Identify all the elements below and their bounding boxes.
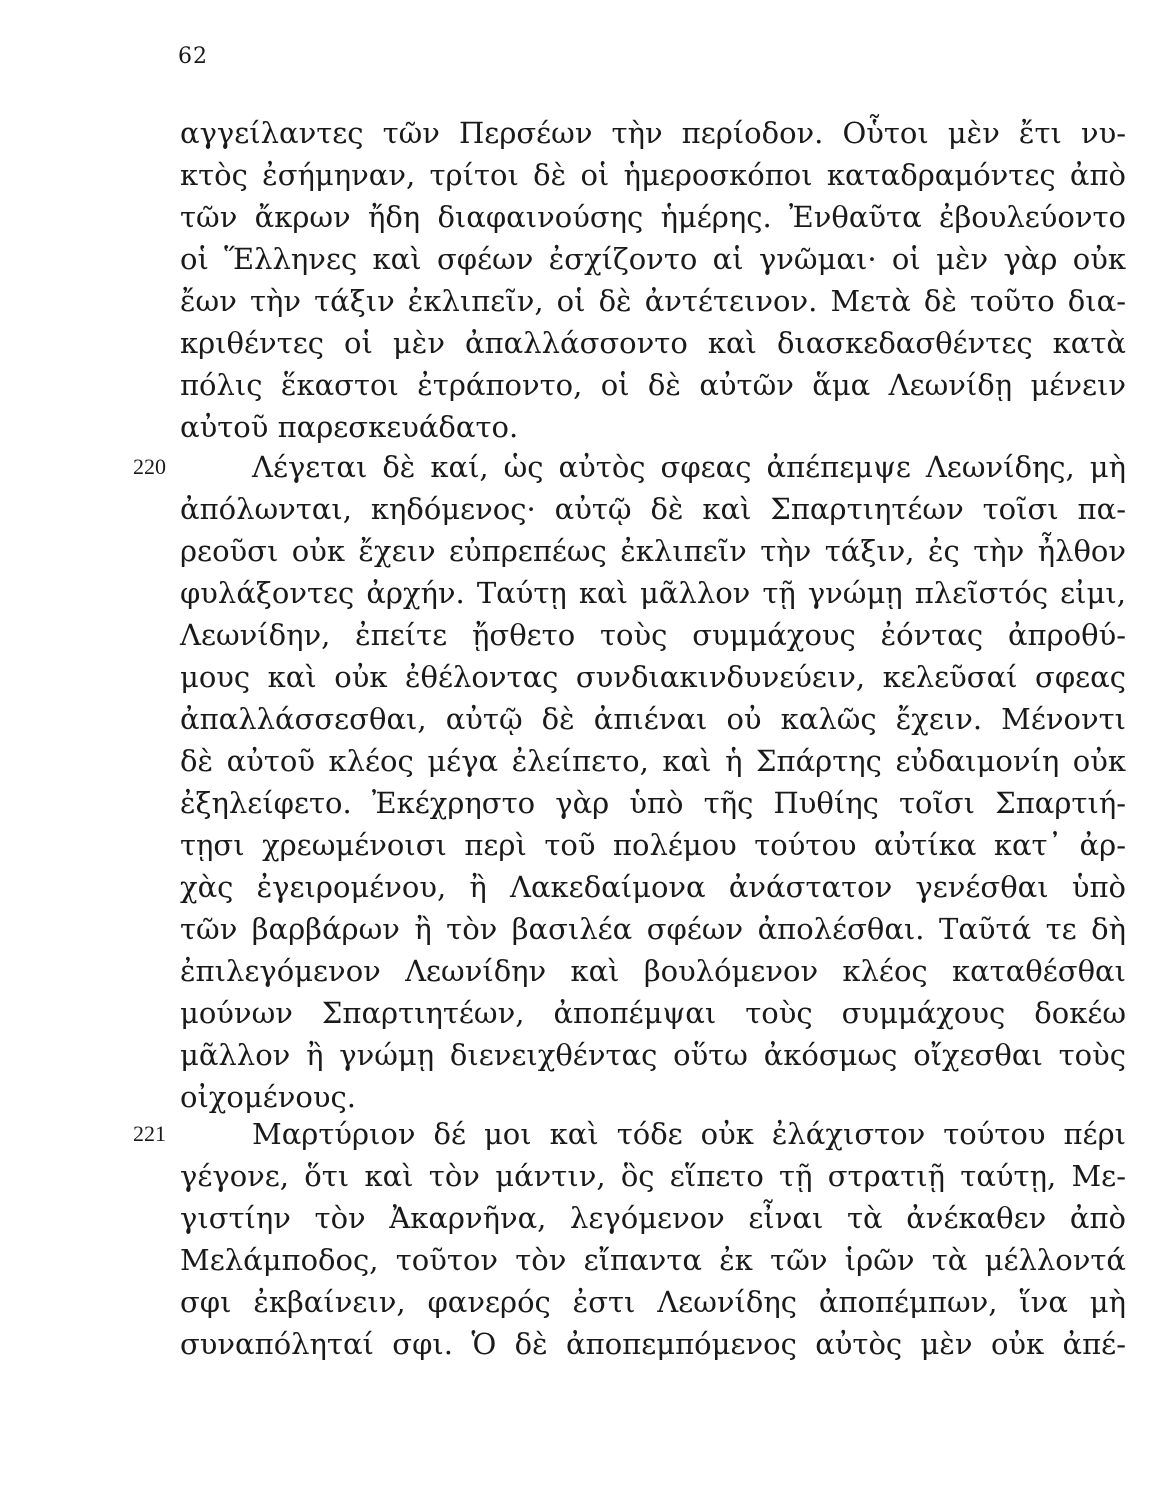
section-number: 220 — [133, 454, 166, 479]
page-number: 62 — [178, 44, 208, 69]
section-219-end — [180, 112, 1126, 448]
text-line: ἐξηλείφετο. Ἐκέχρηστο γὰρ ὑπὸ τῆς Πυθίης τοῖσι Σπαρτιή- — [180, 786, 1126, 820]
section-221 — [133, 1113, 1126, 1365]
text-line: ἀπαλλάσσεσθαι, αὐτῷ δὲ ἀπιέναι οὐ καλῶς ἔχειν. Μένοντι — [180, 702, 1126, 736]
text-line: μούνων Σπαρτιητέων, ἀποπέμψαι τοὺς συμμάχους δοκέω — [180, 996, 1126, 1030]
text-line: γιστίην τὸν Ἀκαρνῆνα, λεγόμενον εἶναι τὰ ἀνέκαθεν ἀπὸ — [180, 1201, 1126, 1235]
text-line: τῶν βαρβάρων ἢ τὸν βασιλέα σφέων ἀπολέσθαι. Ταῦτά τε δὴ — [180, 912, 1126, 946]
text-line: οἰχομένους. — [180, 1080, 356, 1114]
text-line: Μαρτύριον δέ μοι καὶ τόδε οὐκ ἐλάχιστον τούτου πέρι — [252, 1117, 1126, 1151]
text-line: οἱ Ἕλληνες καὶ σφέων ἐσχίζοντο αἱ γνῶμαι· οἱ μὲν γὰρ οὐκ — [180, 242, 1126, 276]
text-line: συναπόληταί σφι. Ὁ δὲ ἀποπεμπόμενος αὐτὸς μὲν οὐκ ἀπέ- — [180, 1327, 1126, 1361]
text-line: χὰς ἐγειρομένου, ἢ Λακεδαίμονα ἀνάστατον γενέσθαι ὑπὸ — [180, 870, 1126, 904]
text-line: κτὸς ἐσήμηναν, τρίτοι δὲ οἱ ἡμεροσκόποι καταδραμόντες ἀπὸ — [180, 158, 1126, 192]
section-number: 221 — [133, 1121, 166, 1146]
text-line: Λεωνίδην, ἐπείτε ᾔσθετο τοὺς συμμάχους ἐόντας ἀπροθύ- — [180, 618, 1126, 652]
text-line: ἔων τὴν τάξιν ἐκλιπεῖν, οἱ δὲ ἀντέτεινον. Μετὰ δὲ τοῦτο δια- — [180, 284, 1126, 318]
text-line: ἀπόλωνται, κηδόμενος· αὐτῷ δὲ καὶ Σπαρτιητέων τοῖσι πα- — [180, 492, 1126, 526]
text-line: Μελάμποδος, τοῦτον τὸν εἴπαντα ἐκ τῶν ἱρῶν τὰ μέλλοντά — [180, 1243, 1126, 1277]
text-line: τῶν ἄκρων ἤδη διαφαινούσης ἡμέρης. Ἐνθαῦτα ἐβουλεύοντο — [180, 200, 1126, 234]
text-line: δὲ αὐτοῦ κλέος μέγα ἐλείπετο, καὶ ἡ Σπάρτης εὐδαιμονίη οὐκ — [180, 744, 1126, 778]
text-line: μους καὶ οὐκ ἐθέλοντας συνδιακινδυνεύειν, κελεῦσαί σφεας — [180, 660, 1126, 694]
text-line: σφι ἐκβαίνειν, φανερός ἐστι Λεωνίδης ἀποπέμπων, ἵνα μὴ — [180, 1285, 1126, 1319]
text-line: αὐτοῦ παρεσκευάδατο. — [180, 410, 519, 444]
text-line: κριθέντες οἱ μὲν ἀπαλλάσσοντο καὶ διασκεδασθέντες κατὰ — [180, 326, 1126, 360]
text-line: ἐπιλεγόμενον Λεωνίδην καὶ βουλόμενον κλέος καταθέσθαι — [180, 954, 1126, 988]
text-line: μᾶλλον ἢ γνώμῃ διενειχθέντας οὕτω ἀκόσμως οἴχεσθαι τοὺς — [180, 1038, 1126, 1072]
section-220 — [133, 446, 1126, 1118]
text-line: φυλάξοντες ἀρχήν. Ταύτῃ καὶ μᾶλλον τῇ γνώμῃ πλεῖστός εἰμι, — [180, 576, 1126, 610]
text-line: ρεοῦσι οὐκ ἔχειν εὐπρεπέως ἐκλιπεῖν τὴν τάξιν, ἐς τὴν ἦλθον — [180, 534, 1126, 568]
text-line: γέγονε, ὅτι καὶ τὸν μάντιν, ὃς εἵπετο τῇ στρατιῇ ταύτῃ, Με- — [180, 1159, 1126, 1193]
text-line: Λέγεται δὲ καί, ὡς αὐτὸς σφεας ἀπέπεμψε Λεωνίδης, μὴ — [252, 450, 1126, 484]
text-line: τῃσι χρεωμένοισι περὶ τοῦ πολέμου τούτου αὐτίκα κατ᾽ ἀρ- — [180, 828, 1126, 862]
text-line: αγγείλαντες τῶν Περσέων τὴν περίοδον. Οὗτοι μὲν ἔτι νυ- — [180, 116, 1126, 150]
text-line: πόλις ἕκαστοι ἐτράποντο, οἱ δὲ αὐτῶν ἅμα Λεωνίδῃ μένειν — [180, 368, 1126, 402]
